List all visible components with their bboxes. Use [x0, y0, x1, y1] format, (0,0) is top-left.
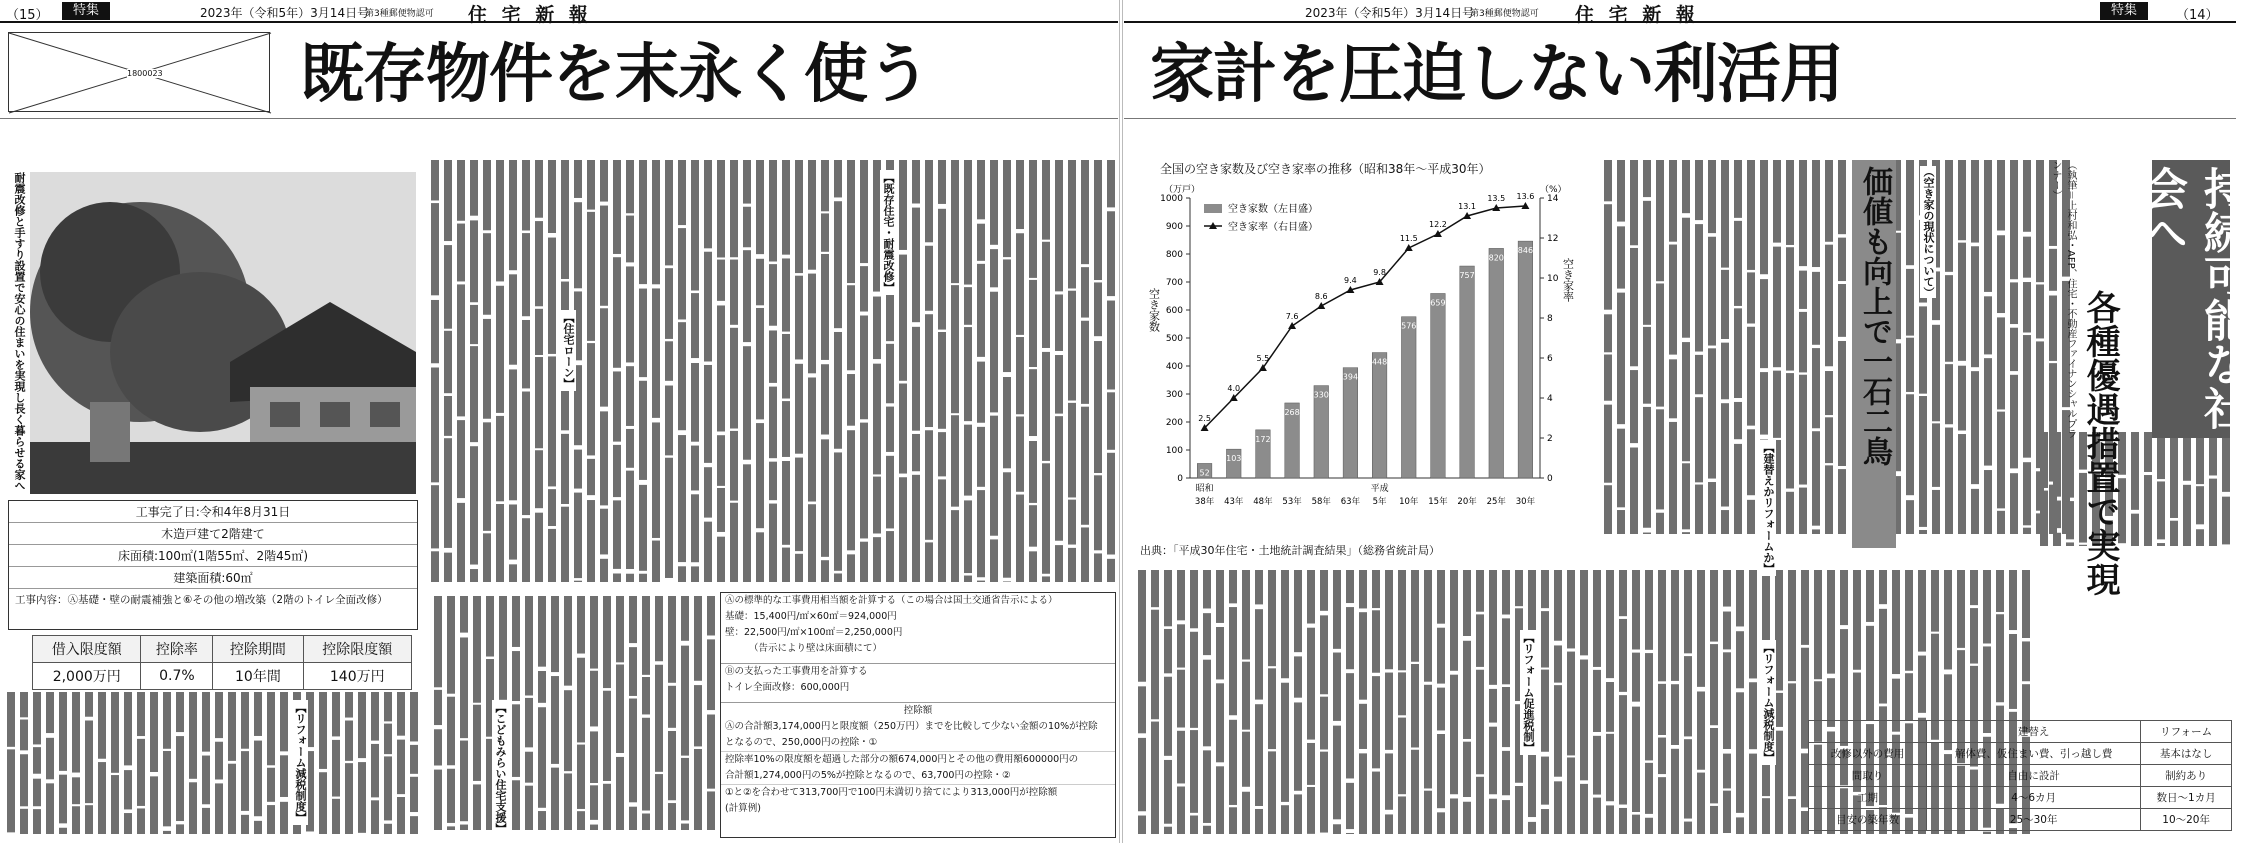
page-gutter: [1119, 0, 1123, 843]
house-photo: [30, 172, 416, 494]
bar: [1518, 241, 1533, 478]
compare-row-rebuild: 解体費、仮住まい費、引っ越し費: [1927, 743, 2141, 765]
bar: [1343, 368, 1358, 478]
left-paper-name: 住 宅 新 報: [468, 4, 592, 26]
calc-line-12: ①と②を合わせて313,700円で100円未満切り捨てにより313,000円が控除額: [721, 784, 1115, 801]
left-tick-label: 500: [1165, 334, 1183, 344]
calc-line-7: 控除額: [721, 702, 1115, 719]
info-completion-date: 工事完了日:令和4年8月31日: [9, 501, 417, 523]
right-page-date: 2023年（令和5年）3月14日号: [1305, 6, 1475, 20]
right-tick-label: 10: [1547, 274, 1559, 284]
vertical-headline-1: 持続可能な社会へ: [2136, 166, 2247, 430]
legend-bar-swatch: [1204, 204, 1222, 213]
loan-value-period: 10年間: [213, 663, 303, 690]
right-tick-label: 12: [1547, 234, 1559, 244]
bar-value-label: 846: [1517, 246, 1534, 256]
calc-line-8: Ⓐの合計額3,174,000円と限度額（250万円）までを比較して少ない金額の10%が控除: [725, 721, 1098, 732]
bar-value-label: 268: [1284, 407, 1300, 417]
bar: [1372, 353, 1387, 478]
compare-row-rebuild: 4〜6カ月: [1927, 787, 2141, 809]
compare-row: [1809, 809, 2232, 831]
chart-title: 全国の空き家数及び空き家率の推移（昭和38年〜平成30年）: [1160, 162, 1491, 176]
bar-value-label: 330: [1313, 390, 1329, 400]
x-tick-label: 63年: [1340, 497, 1361, 507]
compare-row-rebuild: 自由に設計: [1927, 765, 2141, 787]
rate-value-label: 2.5: [1198, 414, 1211, 423]
chart-source: 出典：「平成30年住宅・土地統計調査結果」（総務省統計局）: [1140, 544, 1440, 557]
rate-value-label: 4.0: [1227, 384, 1241, 393]
x-tick-label: 15年: [1428, 497, 1448, 507]
loan-value-deduction-limit: 140万円: [303, 663, 411, 690]
right-body-text-upper: [1596, 158, 1846, 538]
calc-line-5: Ⓑの支払った工事費用を計算する: [721, 663, 1115, 680]
right-section-label: 特集: [2110, 3, 2137, 18]
x-tick-label: 5年: [1372, 497, 1387, 507]
rate-value-label: 5.5: [1256, 354, 1270, 363]
left-tick-label: 0: [1177, 474, 1183, 484]
x-tick-label: 30年: [1515, 497, 1536, 507]
compare-row-reform: 10〜20年: [2141, 809, 2232, 831]
rate-point: [1405, 244, 1413, 251]
compare-row-label: 改修以外の費用: [1809, 743, 1927, 765]
rate-value-label: 9.8: [1373, 268, 1386, 277]
x-tick-label: 48年: [1253, 497, 1273, 507]
x-tick-label: 20年: [1457, 497, 1477, 507]
calc-line-6: トイレ全面改修：600,000円: [725, 682, 850, 693]
ad-placeholder: [8, 32, 270, 112]
chart-svg: [1130, 178, 1590, 528]
rate-value-label: 12.2: [1429, 220, 1447, 229]
right-body-text-upper-lines-icon: [1596, 158, 1846, 538]
right-page-number: （14）: [2176, 8, 2219, 23]
right-body-text-bottom-right: [2030, 430, 2230, 550]
right-subhead-reform-tax: 【リフォーム減税制度】: [1762, 642, 1775, 763]
calc-line-13: (計算例): [725, 803, 761, 814]
left-tick-label: 800: [1165, 250, 1183, 260]
calculation-box: [720, 592, 1116, 838]
headline-underline-right: [1124, 118, 2236, 119]
loan-header-deduction-limit: 控除限度額: [303, 636, 411, 663]
right-tick-label: 2: [1547, 434, 1553, 444]
rate-value-label: 9.4: [1344, 276, 1357, 285]
left-tick-label: 400: [1165, 362, 1183, 372]
calc-line-10: 控除率10%の限度額を超過した部分の額674,000円とその他の費用額600000円の: [721, 751, 1115, 768]
legend-bar-label: 空き家数（左目盛）: [1228, 204, 1318, 215]
bar-value-label: 172: [1255, 434, 1271, 444]
bar-value-label: 820: [1488, 253, 1504, 263]
left-page-number: （15）: [6, 8, 49, 23]
rate-line: [1205, 206, 1526, 428]
rate-value-label: 13.1: [1458, 202, 1476, 211]
x-tick-label: 53年: [1282, 497, 1302, 507]
right-unit-label: （%）: [1540, 185, 1567, 195]
right-tick-label: 0: [1547, 474, 1553, 484]
bar-value-label: 659: [1430, 298, 1446, 308]
headline-left: 既存物件を末永く使う: [300, 38, 930, 112]
left-body-text-lower: [425, 594, 715, 834]
x-tick-label: 43年: [1224, 497, 1244, 507]
rebuild-vs-reform-table: [1808, 720, 2232, 831]
right-body-text-bottom-right-lines-icon: [2030, 430, 2230, 550]
left-body-text-lines-icon: [425, 158, 1115, 586]
x-tick-label: 25年: [1486, 497, 1506, 507]
calc-line-11: 合計額1,274,000円の5%が控除となるので、63,700円の控除・②: [725, 770, 1011, 781]
compare-row-reform: 数日〜1カ月: [2141, 787, 2232, 809]
left-subhead-reform: 【リフォーム減税制度】: [294, 702, 307, 823]
left-page-date: 2023年（令和5年）3月14日号: [200, 6, 370, 20]
loan-value-rate: 0.7%: [141, 663, 213, 690]
byline: （執筆＝上村和弘・AFP、住宅・不動産ファイナンシャルプランナー）: [2050, 160, 2076, 439]
left-subhead-seismic: 【既存住宅・耐震改修】: [882, 172, 895, 293]
compare-row-rebuild: 25〜30年: [1927, 809, 2141, 831]
ad-placeholder-code: 1800023: [127, 69, 163, 78]
right-tick-label: 6: [1547, 354, 1553, 364]
left-subhead-kodomo: 【こどもみらい住宅支援】: [494, 702, 507, 834]
compare-row-label: 間取り: [1809, 765, 1927, 787]
compare-header-rebuild: 建替え: [1927, 721, 2141, 743]
loan-header-rate: 控除率: [141, 636, 213, 663]
rate-value-label: 8.6: [1314, 292, 1328, 301]
vertical-headline-2: 各種優遇措置で実現: [2080, 290, 2120, 596]
left-body-text-bottom-lines-icon: [8, 690, 418, 838]
left-tick-label: 1000: [1160, 194, 1183, 204]
calc-line-9: となるので、250,000円の控除・①: [725, 737, 878, 748]
info-floor-area: 床面積:100㎡(1階55㎡、2階45㎡): [9, 545, 417, 567]
bar: [1401, 317, 1416, 478]
right-section-badge: [2100, 2, 2148, 20]
rate-value-label: 13.6: [1516, 192, 1535, 201]
calc-line-4: （告示により壁は床面積にて）: [749, 643, 883, 654]
x-tick-label: 58年: [1311, 497, 1331, 507]
left-body-text-upper: [425, 158, 1115, 586]
info-work-content: 工事内容：Ⓐ基礎・壁の耐震補強と⑥その他の増改築（2階のトイレ全面改修）: [15, 594, 388, 606]
legend-line-label: 空き家率（右目盛）: [1228, 222, 1318, 233]
bar-value-label: 394: [1342, 372, 1359, 382]
left-unit-label: （万戸）: [1164, 185, 1201, 195]
left-mail-note: 第3種郵便物認可: [365, 9, 434, 19]
compare-header-blank: [1809, 721, 1927, 743]
compare-row-label: 目安の築年数: [1809, 809, 1927, 831]
bar: [1431, 293, 1446, 478]
calc-line-2: 基礎：15,400円/㎡×60㎡＝924,000円: [725, 611, 897, 622]
bar: [1460, 266, 1475, 478]
photo-caption: 耐震改修と手すり設置で安心の住まいを実現し長く暮らせる家へ: [13, 172, 26, 491]
loan-value-limit: 2,000万円: [33, 663, 141, 690]
left-tick-label: 100: [1165, 446, 1183, 456]
rate-value-label: 7.6: [1285, 312, 1299, 321]
right-mail-note: 第3種郵便物認可: [1470, 9, 1539, 19]
bar-value-label: 757: [1459, 271, 1475, 281]
right-tick-label: 14: [1547, 194, 1559, 204]
loan-table-header-row: [33, 636, 412, 663]
chart-section-heading: （空き家の現状について）: [1922, 166, 1935, 298]
era-label-heisei: 平成: [1370, 484, 1389, 494]
vertical-headline-3-box: [1852, 160, 1896, 548]
bar-value-label: 103: [1226, 454, 1242, 464]
left-tick-label: 200: [1165, 418, 1183, 428]
compare-header-row: [1809, 721, 2232, 743]
rate-point: [1434, 230, 1442, 237]
left-body-text-lower-lines-icon: [425, 594, 715, 834]
photo-illustration-icon: [30, 172, 416, 494]
compare-row: [1809, 743, 2232, 765]
rate-point: [1288, 322, 1296, 329]
compare-row-reform: 制約あり: [2141, 765, 2232, 787]
compare-row-reform: 基本はなし: [2141, 743, 2232, 765]
loan-header-period: 控除期間: [213, 636, 303, 663]
left-subhead-loan: 【住宅ローン】: [562, 312, 575, 389]
x-tick-label: 38年: [1194, 497, 1215, 507]
rate-value-label: 13.5: [1487, 194, 1506, 203]
headline-underline-left: [0, 118, 1118, 119]
era-label-showa: 昭和: [1195, 484, 1214, 494]
loan-header-limit: 借入限度額: [33, 636, 141, 663]
left-section-label: 特集: [72, 3, 99, 18]
bar-value-label: 52: [1199, 468, 1210, 478]
x-tick-label: 10年: [1399, 497, 1419, 507]
rate-point: [1317, 302, 1325, 309]
vacancy-chart: [1130, 160, 1590, 528]
bar-value-label: 448: [1371, 357, 1388, 367]
right-subhead-rebuild-or-reform: 【建替えかリフォームか】: [1762, 442, 1775, 574]
bar-value-label: 576: [1401, 321, 1417, 331]
vertical-headline-1-box: [2136, 160, 2247, 438]
loan-deduction-table: [32, 635, 412, 690]
right-tick-label: 8: [1547, 314, 1553, 324]
left-section-badge: [62, 2, 110, 20]
vertical-headline-3: 価値も向上で一石二鳥: [1857, 166, 1892, 466]
compare-row: [1809, 765, 2232, 787]
left-axis-label: 空き家数: [1147, 288, 1161, 332]
project-info-box: [8, 500, 418, 630]
calc-line-3: 壁：22,500円/㎡×100㎡＝2,250,000円: [725, 627, 903, 638]
left-tick-label: 600: [1165, 306, 1183, 316]
compare-row-label: 工期: [1809, 787, 1927, 809]
loan-table-value-row: [33, 663, 412, 690]
rate-value-label: 11.5: [1399, 234, 1418, 243]
info-building-area: 建築面積:60㎡: [9, 567, 417, 589]
calc-line-1: Ⓐの標準的な工事費用相当額を計算する（この場合は国土交通省告示による）: [725, 595, 1058, 606]
right-axis-label: 空き家率: [1561, 258, 1575, 302]
left-tick-label: 300: [1165, 390, 1183, 400]
compare-row: [1809, 787, 2232, 809]
right-subhead-reform-promotion: 【リフォーム促進税制】: [1522, 632, 1535, 753]
right-paper-name: 住 宅 新 報: [1575, 4, 1699, 26]
left-tick-label: 700: [1165, 278, 1183, 288]
left-tick-label: 900: [1165, 222, 1183, 232]
headline-right: 家計を圧迫しない利活用: [1150, 38, 1843, 112]
right-tick-label: 4: [1547, 394, 1553, 404]
info-structure: 木造戸建て2階建て: [9, 523, 417, 545]
compare-header-reform: リフォーム: [2141, 721, 2232, 743]
bar: [1489, 248, 1504, 478]
left-body-text-bottom: [8, 690, 418, 838]
